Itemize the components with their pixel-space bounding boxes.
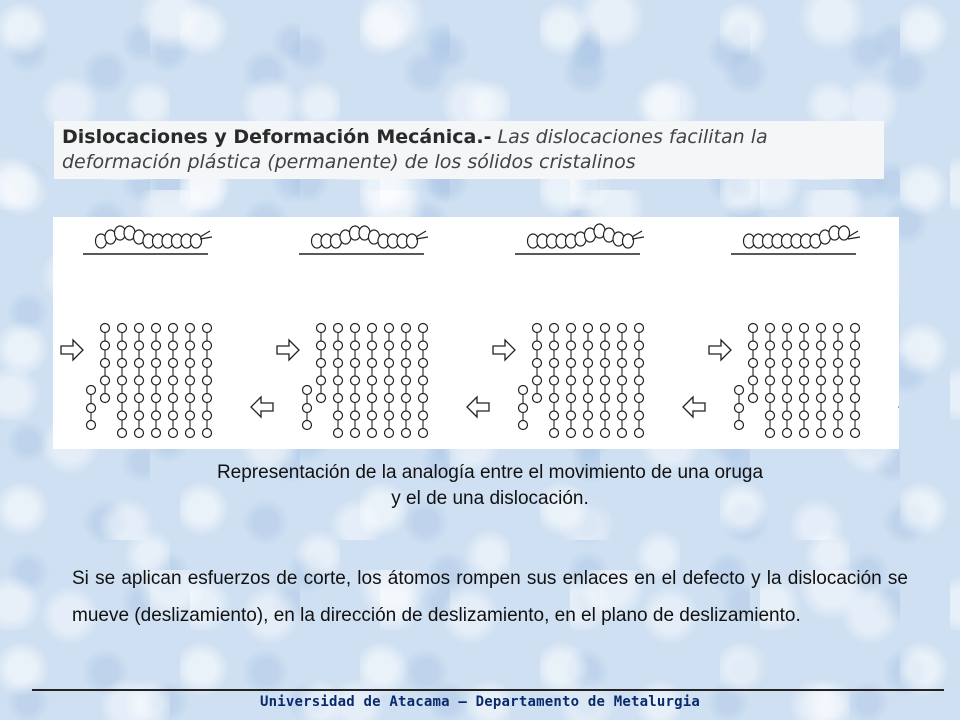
atom xyxy=(385,394,394,403)
atom xyxy=(101,376,110,385)
atom xyxy=(783,324,792,333)
atom xyxy=(834,429,843,438)
atom xyxy=(766,359,775,368)
atom xyxy=(203,376,212,385)
atom xyxy=(519,421,528,430)
atom xyxy=(385,324,394,333)
atom xyxy=(800,376,809,385)
atom xyxy=(317,324,326,333)
atom xyxy=(601,324,610,333)
atom xyxy=(118,376,127,385)
atom xyxy=(783,359,792,368)
atom xyxy=(533,394,542,403)
atom xyxy=(186,429,195,438)
atom xyxy=(834,376,843,385)
atom xyxy=(519,404,528,413)
atom xyxy=(618,359,627,368)
panel-2 xyxy=(277,226,489,438)
atom xyxy=(851,429,860,438)
atom xyxy=(550,411,559,420)
push-left-arrow-icon xyxy=(683,397,705,417)
atom xyxy=(118,411,127,420)
atom xyxy=(533,341,542,350)
atom xyxy=(834,341,843,350)
atom xyxy=(402,324,411,333)
caption-line-1: Representación de la analogía entre el movimiento de una oruga xyxy=(216,462,764,483)
atom xyxy=(169,341,178,350)
atom xyxy=(334,359,343,368)
atom xyxy=(334,341,343,350)
atom xyxy=(351,429,360,438)
atom xyxy=(203,429,212,438)
atom xyxy=(817,394,826,403)
atom xyxy=(385,341,394,350)
atom xyxy=(567,324,576,333)
atom xyxy=(186,324,195,333)
atom xyxy=(368,359,377,368)
push-left-arrow-icon xyxy=(467,397,489,417)
atom xyxy=(368,376,377,385)
atom xyxy=(584,324,593,333)
atom xyxy=(533,376,542,385)
atom xyxy=(817,376,826,385)
atom xyxy=(334,411,343,420)
atom xyxy=(419,324,428,333)
atom xyxy=(533,359,542,368)
atom xyxy=(817,429,826,438)
atom xyxy=(419,411,428,420)
atom xyxy=(169,359,178,368)
atom xyxy=(766,429,775,438)
atom xyxy=(152,341,161,350)
figure-caption xyxy=(100,460,880,512)
atom xyxy=(567,341,576,350)
atom xyxy=(817,359,826,368)
atom xyxy=(851,411,860,420)
atom xyxy=(584,411,593,420)
atom xyxy=(584,429,593,438)
caption-line-2: y el de una dislocación. xyxy=(391,488,589,509)
atom xyxy=(800,324,809,333)
atom xyxy=(203,411,212,420)
atom xyxy=(584,376,593,385)
atom xyxy=(135,411,144,420)
caterpillar-segment xyxy=(407,234,418,248)
atom xyxy=(402,341,411,350)
atom xyxy=(635,411,644,420)
atom xyxy=(735,404,744,413)
caterpillar-segment xyxy=(623,234,634,248)
atom xyxy=(567,394,576,403)
atom xyxy=(800,429,809,438)
atom xyxy=(550,341,559,350)
atom xyxy=(635,429,644,438)
atom xyxy=(317,359,326,368)
atom xyxy=(419,341,428,350)
atom xyxy=(584,394,593,403)
atom xyxy=(402,359,411,368)
atom xyxy=(851,376,860,385)
atom xyxy=(783,411,792,420)
atom xyxy=(152,359,161,368)
atom xyxy=(817,341,826,350)
atom xyxy=(749,359,758,368)
panel-3 xyxy=(493,224,705,438)
atom xyxy=(766,376,775,385)
panel-4 xyxy=(709,226,899,438)
atom xyxy=(169,324,178,333)
atom xyxy=(851,341,860,350)
atom xyxy=(601,429,610,438)
atom xyxy=(152,394,161,403)
atom xyxy=(749,394,758,403)
atom xyxy=(351,376,360,385)
push-right-arrow-icon xyxy=(61,340,83,360)
atom xyxy=(186,394,195,403)
atom xyxy=(567,429,576,438)
atom xyxy=(402,376,411,385)
atom xyxy=(618,341,627,350)
atom xyxy=(368,341,377,350)
atom xyxy=(303,421,312,430)
atom xyxy=(203,359,212,368)
panel-1 xyxy=(61,226,273,438)
atom xyxy=(334,394,343,403)
atom xyxy=(618,411,627,420)
atom xyxy=(851,324,860,333)
atom xyxy=(101,341,110,350)
atom xyxy=(186,376,195,385)
atom xyxy=(186,359,195,368)
atom xyxy=(601,359,610,368)
atom xyxy=(118,429,127,438)
atom xyxy=(519,386,528,395)
atom xyxy=(851,394,860,403)
title-heading: Dislocaciones y Deformación Mecánica.- xyxy=(62,126,492,148)
atom xyxy=(402,429,411,438)
atom xyxy=(118,341,127,350)
title-box xyxy=(54,121,884,179)
atom xyxy=(735,386,744,395)
caterpillar-dislocation-figure xyxy=(53,217,899,449)
atom xyxy=(152,411,161,420)
atom xyxy=(87,421,96,430)
atom xyxy=(351,411,360,420)
atom xyxy=(152,324,161,333)
atom xyxy=(635,324,644,333)
atom xyxy=(618,324,627,333)
atom xyxy=(135,341,144,350)
atom xyxy=(368,394,377,403)
push-right-arrow-icon xyxy=(277,340,299,360)
atom xyxy=(601,411,610,420)
push-right-arrow-icon xyxy=(709,340,731,360)
atom xyxy=(87,386,96,395)
antenna xyxy=(632,231,644,239)
atom xyxy=(351,324,360,333)
atom xyxy=(584,359,593,368)
atom xyxy=(635,341,644,350)
figure-illustration xyxy=(53,217,899,449)
atom xyxy=(834,324,843,333)
footer-text: Universidad de Atacama – Departamento de Metalurgia xyxy=(259,694,701,710)
atom xyxy=(783,394,792,403)
push-left-arrow-icon xyxy=(251,397,273,417)
atom xyxy=(385,376,394,385)
atom xyxy=(567,359,576,368)
push-right-arrow-icon xyxy=(493,340,515,360)
atom xyxy=(87,404,96,413)
antenna xyxy=(200,231,212,239)
atom xyxy=(135,429,144,438)
atom xyxy=(800,394,809,403)
atom xyxy=(118,394,127,403)
atom xyxy=(635,376,644,385)
atom xyxy=(186,411,195,420)
atom xyxy=(567,411,576,420)
atom xyxy=(169,429,178,438)
atom xyxy=(735,421,744,430)
atom xyxy=(635,394,644,403)
atom xyxy=(550,324,559,333)
atom xyxy=(419,394,428,403)
atom xyxy=(584,341,593,350)
atom xyxy=(334,324,343,333)
footer-divider xyxy=(32,689,944,691)
atom xyxy=(550,394,559,403)
atom xyxy=(317,394,326,403)
body-paragraph: Si se aplican esfuerzos de corte, los átomos rompen sus enlaces en el defecto y la dislocación se mueve (deslizamiento), en la dirección de deslizamiento, en el plano de deslizamiento. xyxy=(72,568,908,626)
atom xyxy=(152,429,161,438)
atom xyxy=(303,386,312,395)
atom xyxy=(817,324,826,333)
atom xyxy=(749,376,758,385)
atom xyxy=(601,341,610,350)
atom xyxy=(101,394,110,403)
atom xyxy=(800,341,809,350)
atom xyxy=(783,429,792,438)
atom xyxy=(169,394,178,403)
atom xyxy=(766,341,775,350)
atom xyxy=(135,324,144,333)
atom xyxy=(800,359,809,368)
atom xyxy=(601,394,610,403)
atom xyxy=(169,376,178,385)
atom xyxy=(186,341,195,350)
atom xyxy=(203,341,212,350)
atom xyxy=(567,376,576,385)
atom xyxy=(402,394,411,403)
atom xyxy=(419,376,428,385)
atom xyxy=(334,429,343,438)
atom xyxy=(368,411,377,420)
atom xyxy=(118,324,127,333)
atom xyxy=(203,394,212,403)
atom xyxy=(419,359,428,368)
atom xyxy=(550,429,559,438)
atom xyxy=(766,324,775,333)
atom xyxy=(834,411,843,420)
atom xyxy=(618,376,627,385)
atom xyxy=(351,341,360,350)
atom xyxy=(749,324,758,333)
atom xyxy=(834,394,843,403)
atom xyxy=(334,376,343,385)
atom xyxy=(749,341,758,350)
atom xyxy=(834,359,843,368)
atom xyxy=(135,359,144,368)
atom xyxy=(351,359,360,368)
atom xyxy=(783,341,792,350)
atom xyxy=(766,411,775,420)
atom xyxy=(800,411,809,420)
atom xyxy=(402,411,411,420)
atom xyxy=(783,376,792,385)
antenna xyxy=(416,231,428,239)
atom xyxy=(351,394,360,403)
atom xyxy=(317,376,326,385)
atom xyxy=(601,376,610,385)
atom xyxy=(385,411,394,420)
atom xyxy=(533,324,542,333)
atom xyxy=(368,324,377,333)
atom xyxy=(118,359,127,368)
atom xyxy=(135,394,144,403)
atom xyxy=(550,376,559,385)
atom xyxy=(203,324,212,333)
atom xyxy=(550,359,559,368)
atom xyxy=(635,359,644,368)
atom xyxy=(385,429,394,438)
atom xyxy=(817,411,826,420)
atom xyxy=(385,359,394,368)
atom xyxy=(303,404,312,413)
atom xyxy=(169,411,178,420)
atom xyxy=(618,429,627,438)
atom xyxy=(317,341,326,350)
atom xyxy=(101,324,110,333)
caterpillar-segment xyxy=(191,234,202,248)
atom xyxy=(766,394,775,403)
title-subtitle: Las dislocaciones facilitan la deformación plástica (permanente) de los sólidos cristalinos xyxy=(62,126,768,173)
atom xyxy=(101,359,110,368)
caterpillar-segment xyxy=(839,226,850,240)
atom xyxy=(135,376,144,385)
atom xyxy=(851,359,860,368)
atom xyxy=(618,394,627,403)
atom xyxy=(419,429,428,438)
atom xyxy=(152,376,161,385)
atom xyxy=(368,429,377,438)
